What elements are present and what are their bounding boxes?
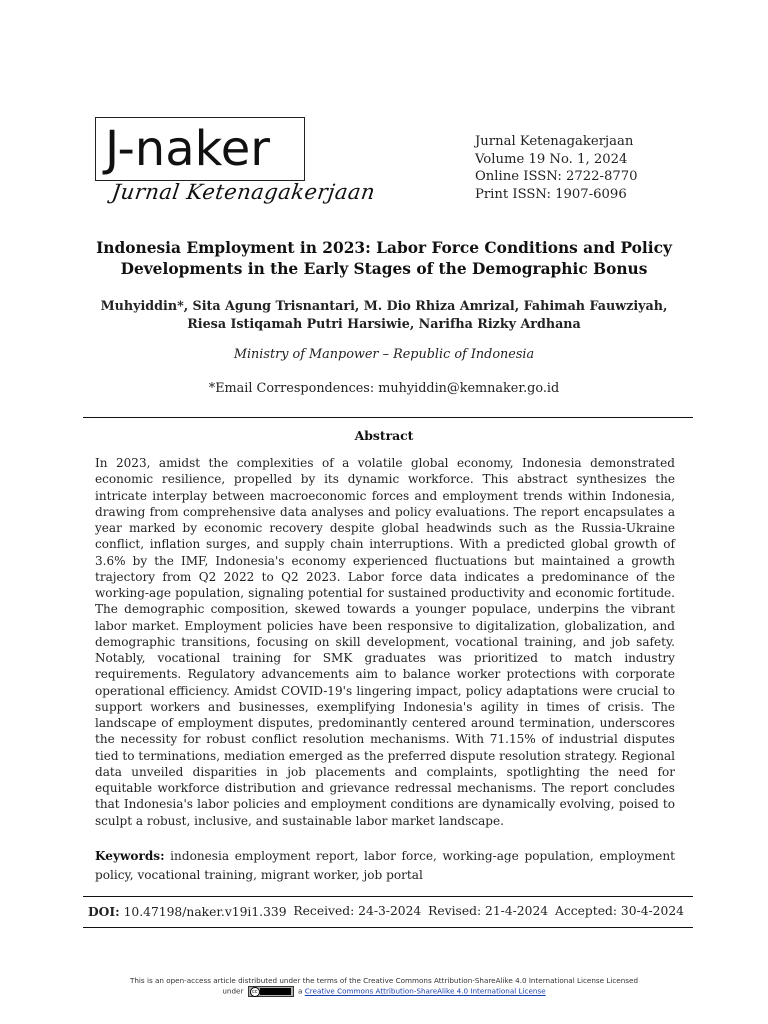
- license-line: This is an open-access article distributed under the terms of the Creative Commons Attribution-ShareAlike 4.0 International License Licensed: [129, 976, 639, 985]
- journal-logo: J-naker: [105, 121, 270, 177]
- divider-meta-bottom: [83, 927, 693, 928]
- keywords: [95, 847, 675, 885]
- keywords-text: indonesia employment report, labor force, working-age population, employment policy, vocational training, migrant worker, job portal: [95, 849, 675, 882]
- cc-by-sa-badge[interactable]: [248, 986, 294, 997]
- divider-meta-top: [83, 896, 693, 897]
- abstract-body: In 2023, amidst the complexities of a volatile global economy, Indonesia demonstrated economic resilience, propelled by its dynamic workforce. This abstract synthesizes the intricate interplay between macroeconomic forces and employment trends within Indonesia, drawing from comprehensive data analyses and policy evaluations. The report encapsulates a year marked by economic recovery despite global headwinds such as the Russia-Ukraine conflict, inflation surges, and supply chain interruptions. With a predicted global growth of 3.6% by the IMF, Indonesia's economy experienced fluctuations but maintained a growth trajectory from Q2 2022 to Q2 2023. Labor force data indicates a predominance of the working-age population, signaling potential for sustained productivity and economic fortitude. The demographic composition, skewed towards a younger populace, underpins the vibrant labor market. Employment policies have been responsive to digitalization, globalization, and demographic transitions, focusing on skill development, vocational training, and job safety. Notably, vocational training for SMK graduates was prioritized to match industry requirements. Regulatory advancements aim to balance worker protections with corporate operational efficiency. Amidst COVID-19's lingering impact, policy adaptations were crucial to support workers and businesses, exemplifying Indonesia's agility in times of crisis. The landscape of employment disputes, predominantly centered around termination, underscores the necessity for robust conflict resolution mechanisms. With 71.15% of industrial disputes tied to terminations, mediation emerged as the preferred dispute resolution strategy. Regional data unveiled disparities in job placements and complaints, spotlighting the need for equitable workforce distribution and grievance redressal mechanisms. The report concludes that Indonesia's labor policies and employment conditions are dynamically evolving, poised to sculpt a robust, inclusive, and sustainable labor market landscape.: [95, 456, 675, 828]
- abstract-heading: Abstract: [354, 428, 414, 443]
- journal-volume: Volume 19 No. 1, 2024: [475, 151, 628, 167]
- article-authors: Muhyiddin*, Sita Agung Trisnantari, M. Dio Rhiza Amrizal, Fahimah Fauwziyah, Riesa Istiqamah Putri Harsiwie, Narifha Rizky Ardhana: [100, 298, 668, 331]
- correspondence-email: *Email Correspondences: muhyiddin@kemnaker.go.id: [208, 381, 560, 396]
- doi-label: DOI:: [88, 904, 120, 919]
- article-affiliation: Ministry of Manpower – Republic of Indonesia: [233, 347, 535, 362]
- doi: [88, 904, 287, 919]
- cc-badge-strip: [260, 988, 291, 995]
- online-issn: Online ISSN: 2722-8770: [475, 169, 638, 184]
- license-a: a: [298, 986, 303, 996]
- revised-date: Revised: 21-4-2024: [428, 904, 549, 918]
- print-issn: Print ISSN: 1907-6096: [475, 186, 627, 202]
- license-footer: [84, 976, 684, 997]
- journal-logo-script: Jurnal Ketenagakerjaan: [110, 180, 377, 204]
- license-under: under: [222, 986, 244, 996]
- license-line-2: [84, 986, 684, 997]
- received-date: Received: 24-3-2024: [293, 904, 422, 918]
- license-link[interactable]: Creative Commons Attribution-ShareAlike 4.0 International License: [304, 986, 546, 996]
- keywords-label: Keywords:: [95, 849, 165, 863]
- cc-icon: cc: [250, 987, 260, 997]
- doi-value[interactable]: 10.47198/naker.v19i1.339: [119, 905, 287, 919]
- article-title: Indonesia Employment in 2023: Labor Force Conditions and Policy Developments in the Early Stages of the Demographic Bonus: [96, 239, 672, 278]
- accepted-date: Accepted: 30-4-2024: [554, 904, 684, 918]
- article-meta: [88, 904, 684, 919]
- journal-info: [475, 133, 638, 203]
- journal-name: Jurnal Ketenagakerjaan: [475, 134, 634, 149]
- divider-top: [83, 417, 693, 418]
